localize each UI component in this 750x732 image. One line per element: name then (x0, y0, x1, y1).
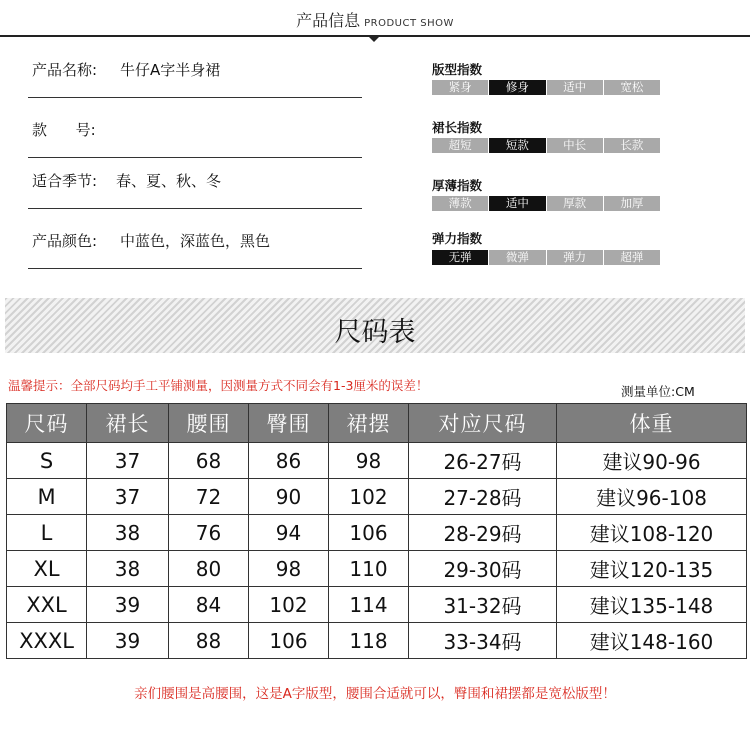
table-cell: 84 (169, 587, 249, 623)
table-cell: 102 (249, 587, 329, 623)
column-header: 腰围 (169, 404, 249, 443)
table-cell: 建议120-135 (557, 551, 747, 587)
header-title-cn: 产品信息 (296, 11, 361, 30)
info-row-name (28, 37, 362, 98)
table-cell: 76 (169, 515, 249, 551)
column-header: 裙长 (87, 404, 169, 443)
table-row (7, 587, 747, 623)
table-cell: 33-34码 (409, 623, 557, 659)
table-cell: 建议135-148 (557, 587, 747, 623)
index-bar-elasticity (432, 250, 660, 265)
table-cell: 29-30码 (409, 551, 557, 587)
info-value: 中蓝色，深蓝色，黑色 (120, 232, 271, 250)
table-cell: 114 (329, 587, 409, 623)
table-cell: M (7, 479, 87, 515)
table-cell: 106 (249, 623, 329, 659)
index-option: 超短 (448, 138, 472, 152)
table-cell: 102 (329, 479, 409, 515)
index-option: 微弹 (505, 250, 529, 264)
index-option: 短款 (489, 138, 545, 153)
table-row (7, 623, 747, 659)
index-option: 薄款 (448, 196, 472, 210)
index-option: 无弹 (432, 250, 488, 265)
measurement-tip: 温馨提示：全部尺码均手工平铺测量，因测量方式不同会有1-3厘米的误差！ (8, 378, 429, 393)
column-header: 臀围 (249, 404, 329, 443)
index-title-length: 裙长指数 (432, 120, 483, 135)
table-cell: S (7, 443, 87, 479)
size-table (6, 403, 747, 659)
header-notch-icon (368, 36, 380, 42)
index-option: 中长 (563, 138, 587, 152)
table-cell: 37 (87, 443, 169, 479)
table-cell: XXL (7, 587, 87, 623)
measurement-unit: 测量单位:CM (621, 384, 695, 399)
section-header (0, 8, 750, 31)
info-value: 春、夏、秋、冬 (116, 172, 222, 190)
table-cell: 39 (87, 587, 169, 623)
header-title-en: PRODUCT SHOW (364, 18, 454, 29)
table-cell: 80 (169, 551, 249, 587)
size-chart-title: 尺码表 (334, 317, 416, 348)
bottom-note: 亲们腰围是高腰围，这是A字版型，腰围合适就可以，臀围和裙摆都是宽松版型！ (134, 686, 616, 702)
table-header-row (7, 404, 747, 443)
table-cell: 38 (87, 551, 169, 587)
table-cell: 118 (329, 623, 409, 659)
table-row (7, 551, 747, 587)
info-row-season (28, 148, 362, 209)
table-cell: 86 (249, 443, 329, 479)
index-title-fit: 版型指数 (432, 62, 483, 77)
index-option: 弹力 (563, 250, 587, 264)
table-cell: 94 (249, 515, 329, 551)
table-cell: 建议96-108 (557, 479, 747, 515)
table-cell: 39 (87, 623, 169, 659)
table-cell: 68 (169, 443, 249, 479)
table-cell: 88 (169, 623, 249, 659)
info-label: 产品颜色: (32, 232, 98, 250)
index-option: 长款 (620, 138, 644, 152)
table-cell: 27-28码 (409, 479, 557, 515)
table-cell: 110 (329, 551, 409, 587)
index-option: 紧身 (448, 80, 472, 94)
index-option: 加厚 (620, 196, 644, 210)
info-label: 款 号: (32, 121, 96, 139)
index-title-thickness: 厚薄指数 (432, 178, 483, 193)
index-option: 厚款 (563, 196, 587, 210)
table-cell: 106 (329, 515, 409, 551)
info-label: 适合季节: (32, 172, 98, 190)
table-cell: 建议90-96 (557, 443, 747, 479)
info-value: 牛仔A字半身裙 (120, 61, 221, 79)
table-cell: XXXL (7, 623, 87, 659)
info-row-color (28, 208, 362, 269)
index-option: 适中 (489, 196, 545, 211)
column-header: 尺码 (7, 404, 87, 443)
table-row (7, 443, 747, 479)
index-option: 修身 (489, 80, 545, 95)
table-cell: 98 (329, 443, 409, 479)
table-cell: 建议148-160 (557, 623, 747, 659)
info-label: 产品名称: (32, 61, 98, 79)
table-cell: 37 (87, 479, 169, 515)
column-header: 对应尺码 (409, 404, 557, 443)
index-bar-length (432, 138, 660, 153)
index-title-elasticity: 弹力指数 (432, 231, 483, 246)
table-cell: L (7, 515, 87, 551)
table-row (7, 515, 747, 551)
table-cell: 90 (249, 479, 329, 515)
index-bar-thickness (432, 196, 660, 211)
index-bar-fit (432, 80, 660, 95)
table-cell: 98 (249, 551, 329, 587)
table-row (7, 479, 747, 515)
index-option: 宽松 (620, 80, 644, 94)
column-header: 裙摆 (329, 404, 409, 443)
index-option: 适中 (563, 80, 587, 94)
table-cell: 26-27码 (409, 443, 557, 479)
index-option: 超弹 (620, 250, 644, 264)
table-cell: 建议108-120 (557, 515, 747, 551)
table-cell: 31-32码 (409, 587, 557, 623)
column-header: 体重 (557, 404, 747, 443)
table-cell: XL (7, 551, 87, 587)
table-cell: 28-29码 (409, 515, 557, 551)
table-cell: 38 (87, 515, 169, 551)
table-cell: 72 (169, 479, 249, 515)
